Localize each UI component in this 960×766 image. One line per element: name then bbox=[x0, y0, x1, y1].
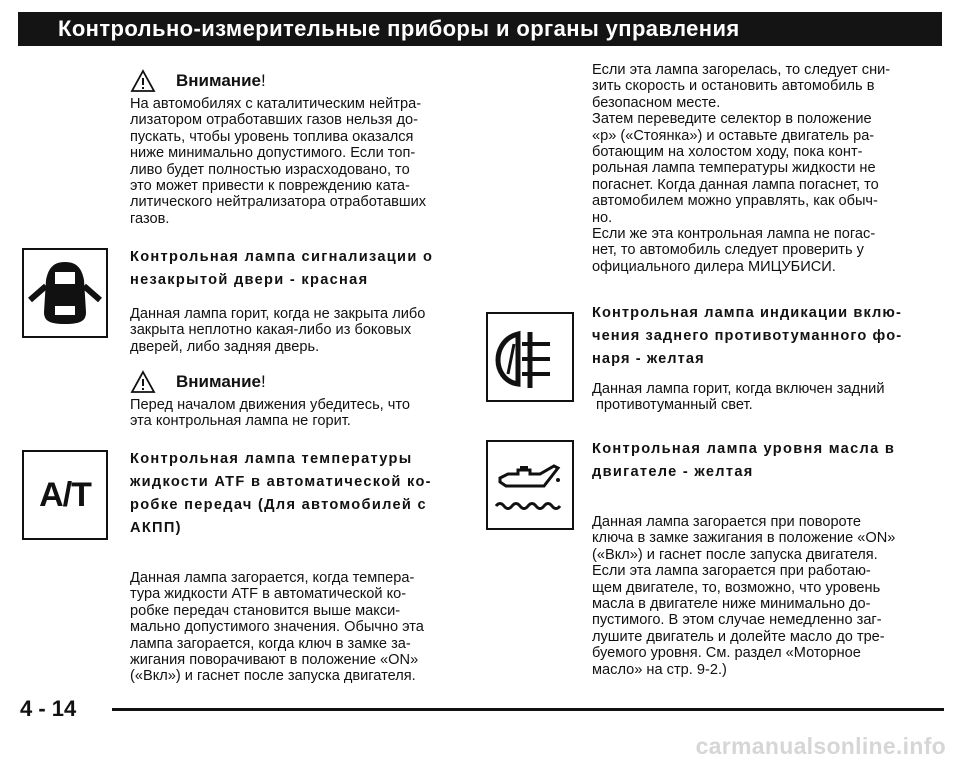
body-text-line: Данная лампа горит, когда не закрыта либо bbox=[130, 306, 426, 322]
section-heading: двигателе - желтая bbox=[592, 464, 754, 480]
warning-text-line: Перед началом движения убедитесь, что bbox=[130, 397, 411, 413]
door-lamp-section bbox=[130, 246, 460, 355]
warning-text-line: На автомобилях с каталитическим нейтра- bbox=[130, 96, 422, 112]
warning-text-line: ливо будет полностью израсходовано, то bbox=[130, 161, 410, 178]
body-text-line: «р» («Стоянка») и оставьте двигатель ра- bbox=[592, 127, 875, 144]
body-text-line: («Вкл») и гаснет после запуска двигателя. bbox=[130, 668, 416, 685]
body-text-line: дверей, либо задняя дверь. bbox=[130, 338, 320, 355]
body-text-line: безопасном месте. bbox=[592, 94, 721, 111]
warning-text-line: литического нейтрализатора отработавших bbox=[130, 194, 427, 211]
section-heading: наря - желтая bbox=[592, 351, 705, 367]
atf-lamp-description bbox=[130, 570, 460, 685]
oil-lamp-description bbox=[592, 514, 928, 678]
car-open-door-icon bbox=[24, 250, 106, 336]
section-heading: АКПП) bbox=[130, 520, 182, 536]
body-text-line: масло» на стр. 9-2.) bbox=[592, 661, 727, 678]
door-ajar-lamp-icon bbox=[22, 248, 108, 338]
body-text-line: ботающим на холостом ходу, пока конт- bbox=[592, 144, 863, 161]
warning-triangle-icon bbox=[130, 69, 156, 93]
rear-fog-light-icon bbox=[488, 314, 572, 400]
section-heading: жидкости ATF в автоматической ко- bbox=[130, 474, 432, 490]
body-text-line: ключа в замке зажигания в положение «ON» bbox=[592, 530, 896, 547]
rear-fog-lamp-section bbox=[592, 302, 928, 414]
atf-instructions bbox=[592, 62, 928, 275]
oil-level-lamp-icon bbox=[486, 440, 574, 530]
body-text-line: Если эта лампа загорелась, то следует сни- bbox=[592, 62, 891, 78]
body-text-line: Затем переведите селектор в положение bbox=[592, 111, 872, 128]
body-text-line: пустимого. В этом случае немедленно заг- bbox=[592, 612, 882, 629]
body-text-line: Данная лампа загорается, когда темпера- bbox=[130, 570, 415, 586]
body-text-line: зить скорость и остановить автомобиль в bbox=[592, 78, 875, 95]
body-text-line: рольная лампа температуры жидкости не bbox=[592, 160, 876, 177]
section-heading: Контрольная лампа температуры bbox=[130, 451, 413, 467]
body-text-line: буемого уровня. См. раздел «Моторное bbox=[592, 645, 861, 662]
warning-text-line: газов. bbox=[130, 210, 170, 227]
body-text-line: погаснет. Когда данная лампа погаснет, то bbox=[592, 176, 879, 193]
body-text-line: щем двигателе, то, возможно, что уровень bbox=[592, 579, 881, 596]
warning-text-line: это может привести к повреждению ката- bbox=[130, 178, 410, 195]
body-text-line: Если эта лампа загорается при работаю- bbox=[592, 563, 871, 580]
body-text-line: жигания поворачивают в положение «ON» bbox=[130, 652, 419, 669]
rear-fog-lamp-icon bbox=[486, 312, 574, 402]
footer-rule bbox=[112, 708, 944, 711]
body-text-line: Данная лампа горит, когда включен задний bbox=[592, 381, 885, 397]
body-text-line: робке передач становится выше макси- bbox=[130, 602, 401, 619]
oil-lamp-section bbox=[592, 438, 928, 484]
body-text-line: лампа загорается, когда ключ в замке за- bbox=[130, 635, 411, 652]
warning-text-line: лизатором отработавших газов нельзя до- bbox=[130, 112, 418, 129]
page-number: 4 - 14 bbox=[20, 696, 77, 721]
at-label-icon: A/T bbox=[39, 475, 91, 514]
warning-title: Внимание bbox=[176, 71, 261, 90]
body-text-line: но. bbox=[592, 209, 613, 226]
body-text-line: Данная лампа загорается при повороте bbox=[592, 514, 861, 530]
page-title: Контрольно-измерительные приборы и органы управления bbox=[58, 16, 740, 41]
warning-exclamation: ! bbox=[260, 71, 266, 90]
body-text-line: нет, то автомобиль следует проверить у bbox=[592, 242, 864, 259]
body-text-line: тура жидкости ATF в автоматической ко- bbox=[130, 586, 407, 603]
section-heading: робке передач (Для автомобилей с bbox=[130, 497, 427, 513]
warning-text-line: ниже минимально допустимого. Если топ- bbox=[130, 145, 416, 162]
warning-triangle-icon bbox=[130, 370, 156, 394]
section-heading: Контрольная лампа сигнализации о bbox=[130, 249, 434, 265]
section-heading: Контрольная лампа индикации вклю- bbox=[592, 305, 902, 321]
warning-box-door bbox=[130, 369, 460, 430]
body-text-line: Если же эта контрольная лампа не погас- bbox=[592, 226, 876, 243]
warning-exclamation: ! bbox=[260, 372, 266, 391]
body-text-line: противотуманный свет. bbox=[596, 397, 753, 414]
header-bar bbox=[18, 12, 942, 46]
body-text-line: автомобилем можно управлять, как обыч- bbox=[592, 193, 878, 210]
section-heading: Контрольная лампа уровня масла в bbox=[592, 441, 896, 457]
body-text-line: лушите двигатель и долейте масло до тре- bbox=[592, 628, 885, 645]
body-text-line: мально допустимого значения. Обычно эта bbox=[130, 619, 424, 636]
watermark: carmanualsonline.info bbox=[695, 733, 946, 759]
oil-can-icon bbox=[488, 442, 572, 528]
warning-title: Внимание bbox=[176, 372, 261, 391]
atf-temperature-lamp-icon bbox=[22, 450, 108, 540]
atf-lamp-section bbox=[130, 448, 460, 540]
body-text-line: закрыта неплотно какая-либо из боковых bbox=[130, 322, 412, 339]
body-text-line: («Вкл») и гаснет после запуска двигателя. bbox=[592, 546, 878, 563]
body-text-line: масла в двигателе ниже минимально до- bbox=[592, 596, 871, 613]
warning-box-catalyst bbox=[130, 68, 460, 227]
warning-text-line: пускать, чтобы уровень топлива оказался bbox=[130, 128, 414, 145]
warning-text-line: эта контрольная лампа не горит. bbox=[130, 413, 351, 430]
body-text-line: официального дилера МИЦУБИСИ. bbox=[592, 258, 836, 275]
section-heading: незакрытой двери - красная bbox=[130, 272, 369, 288]
section-heading: чения заднего противотуманного фо- bbox=[592, 328, 903, 344]
